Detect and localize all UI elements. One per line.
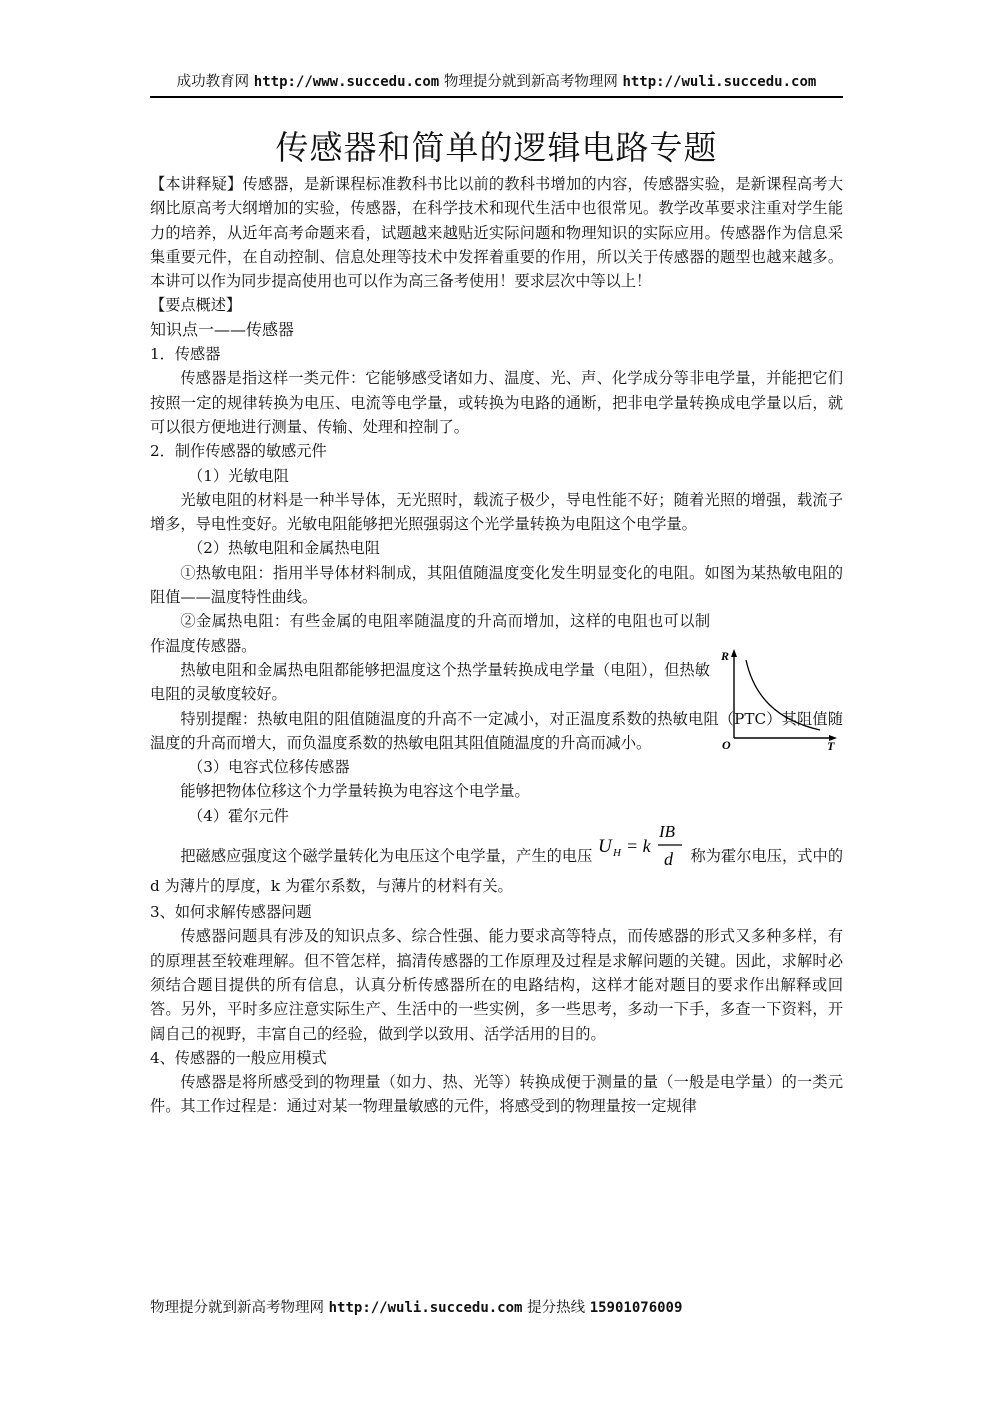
formula-eq: = k (626, 836, 652, 857)
item-2-heading: （2）热敏电阻和金属热电阻 (188, 539, 380, 558)
intro-paragraph (150, 172, 843, 293)
footer-url[interactable]: http://wuli.succedu.com (328, 1300, 523, 1316)
graph-x-label: T (827, 739, 835, 750)
thermistor-paragraph: ①热敏电阻：指用半导体材料制成，其阻值随温度变化发生明显变化的电阻。如图为某热敏电阻的阻值——温度特性曲线。 (150, 563, 843, 607)
hall-paragraph (150, 822, 844, 900)
item-4-heading: （4）霍尔元件 (188, 806, 289, 825)
footer-text: 物理提分就到新高考物理网 (150, 1300, 324, 1316)
graph-y-label: R (721, 649, 730, 663)
page-header (150, 72, 843, 92)
document-body (150, 172, 843, 1119)
header-right-url[interactable]: http://wuli.succedu.com (622, 74, 817, 90)
formula-subscript: H (613, 847, 622, 860)
graph-origin-label: O (722, 738, 731, 750)
intro-label: 【本讲释疑】 (150, 175, 243, 193)
metal-resistor-paragraph: ②金属热电阻：有些金属的电阻率随温度的升高而增加，这样的电阻也可以制作温度传感器。 (150, 612, 710, 655)
special-note-paragraph: 特别提醒：热敏电阻的阻值随温度的升高不一定减小，对正温度系数的热敏电阻（PTC）其阻值随温度的升高而增大，而负温度系数的热敏电阻其阻值随温度的升高而减小。 (150, 709, 843, 752)
hall-voltage-formula (596, 820, 684, 872)
item-3-heading: （3）电容式位移传感器 (188, 758, 350, 777)
thermistor-resistance-temperature-graph (720, 646, 840, 750)
formula-lhs: U (598, 836, 613, 858)
section-3-body: 传感器问题具有涉及的知识点多、综合性强、能力要求高等特点，而传感器的形式又多种多样，有的原理甚至较难理解。但不管怎样，搞清传感器的工作原理及过程是求解问题的关键。因此，求解时必须结合题目提供的所有信息，认真分析传感器所在的电路结构，这样才能对题目的要求作出解释或回答。另外，平时多应注意实际生产、生活中的一些实例，多一些思考，多动一下手，多查一下资料，开阔自己的视野，丰富自己的经验，做到学以致用、活学活用的目的。 (150, 927, 843, 1043)
graph-curve (746, 660, 820, 730)
section-1-body: 传感器是指这样一类元件：它能够感受诸如力、温度、光、声、化学成分等非电学量，并能把它们按照一定的规律转换为电压、电流等电学量，或转换为电路的通断，把非电学量转换成电学量以后，就可以很方便地进行测量、传输、处理和控制了。 (150, 369, 843, 436)
section-2-heading: 2．制作传感器的敏感元件 (150, 442, 327, 461)
header-left-url[interactable]: http://www.succedu.com (253, 74, 440, 90)
footer-hotline: 15901076009 (589, 1300, 683, 1316)
graph-y-arrow (731, 649, 737, 657)
page-footer (150, 1298, 682, 1318)
item-1-body: 光敏电阻的材料是一种半导体，无光照时，载流子极少，导电性能不好；随着光照的增强，载流子增多，导电性变好。光敏电阻能够把光照强弱这个光学量转换为电阻这个电学量。 (150, 490, 843, 534)
header-right-text: 物理提分就到新高考物理网 (443, 74, 618, 90)
key-points-label: 【要点概述】 (150, 296, 242, 315)
header-divider (150, 96, 843, 98)
section-4-body: 传感器是将所感受到的物理量（如力、热、光等）转换成便于测量的量（一般是电学量）的一类元件。其工作过程是：通过对某一物理量敏感的元件，将感受到的物理量按一定规律 (150, 1073, 843, 1116)
intro-text: 传感器，是新课程标准教科书比以前的教科书增加的内容，传感器实验，是新课程高考大纲比原高考大纲增加的实验，传感器，在科学技术和现代生活中也很常见。教学改革要求注重对学生能力的培养，从近年高考命题来看，试题越来越贴近实际问题和物理知识的实际应用。传感器作为信息采集重要元件，在自动控制、信息处理等技术中发挥着重要的作用，所以关于传感器的题型也越来越多。本讲可以作为同步提高使用也可以作为高三备考使用！要求层次中等以上！ (150, 175, 844, 291)
hall-text-before: 把磁感应强度这个磁学量转化为电压这个电学量，产生的电压 (180, 847, 593, 866)
footer-hotline-label: 提分热线 (527, 1300, 586, 1316)
section-1-heading: 1．传感器 (150, 345, 221, 364)
section-3-heading: 3、如何求解传感器问题 (150, 903, 312, 922)
item-3-body: 能够把物体位移这个力学量转换为电容这个电学量。 (180, 782, 530, 801)
formula-numerator: IB (659, 822, 676, 842)
sensitivity-paragraph: 热敏电阻和金属热电阻都能够把温度这个热学量转换成电学量（电阻），但热敏电阻的灵敏度较好。 (150, 660, 710, 704)
header-left-text: 成功教育网 (176, 74, 250, 90)
section-4-heading: 4、传感器的一般应用模式 (150, 1048, 327, 1067)
hall-text-after: 称为霍尔电压，式中的 d 为薄片的厚度，k 为霍尔系数，与薄片的材料有关。 (150, 847, 844, 896)
knowledge-point-heading: 知识点一——传感器 (150, 319, 295, 339)
page-title: 传感器和简单的逻辑电路专题 (275, 128, 718, 167)
item-1-heading: （1）光敏电阻 (188, 466, 289, 485)
formula-denominator: d (664, 849, 674, 870)
